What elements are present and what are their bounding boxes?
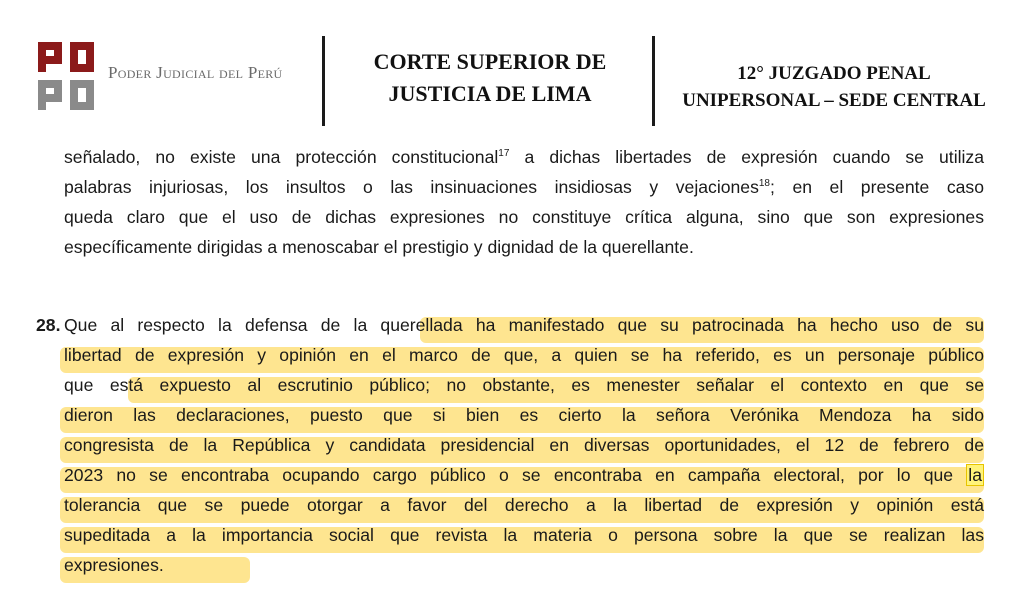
paragraph-line <box>64 491 984 519</box>
line-text: Que al respecto la defensa de la querellada ha manifestado que su patrocinada ha hecho uso de su <box>64 315 984 335</box>
court-title-line: CORTE SUPERIOR DE <box>373 49 607 74</box>
paragraph-line: queda claro que el uso de dichas expresiones no constituye crítica alguna, sino que son expresiones <box>64 207 984 227</box>
line-text: congresista de la República y candidata presidencial en diversas oportunidades, el 12 de febrero de <box>64 435 984 455</box>
paragraph-line <box>64 143 984 171</box>
line-text: libertad de expresión y opinión en el marco de que, a quien se ha referido, es un personaje público <box>64 345 984 365</box>
paragraph-line <box>64 341 984 369</box>
paragraph-28 <box>36 311 984 601</box>
line-text: dieron las declaraciones, puesto que si bien es cierto la señora Verónika Mendoza ha sido <box>64 405 984 425</box>
juzgado-title <box>664 60 1004 114</box>
paragraph-line <box>64 311 984 339</box>
line-text: tolerancia que se puede otorgar a favor del derecho a la libertad de expresión y opinión está <box>64 495 984 515</box>
line-text: ; en el presente caso <box>770 177 984 197</box>
juzgado-title-line: UNIPERSONAL – SEDE CENTRAL <box>682 90 986 111</box>
juzgado-title-line: 12° JUZGADO PENAL <box>737 63 931 84</box>
line-text: palabras injuriosas, los insultos o las insinuaciones insidiosas y vejaciones <box>64 177 759 197</box>
footnote-ref[interactable]: 17 <box>498 148 510 160</box>
paragraph-line <box>64 401 984 429</box>
paragraph-line <box>64 461 984 489</box>
paragraph-line <box>64 431 984 459</box>
line-text: a dichas libertades de expresión cuando se utiliza <box>509 147 985 167</box>
poder-judicial-logo <box>36 40 96 112</box>
header-divider <box>652 36 655 126</box>
line-text: expresiones. <box>64 555 164 575</box>
paragraph-number: 28. <box>36 315 61 335</box>
paragraph-line: específicamente dirigidas a menoscabar el prestigio y dignidad de la querellante. <box>64 237 694 257</box>
page-header <box>0 0 1024 140</box>
line-text: supeditada a la importancia social que revista la materia o persona sobre la que se realizan las <box>64 525 984 545</box>
paragraph-line <box>64 551 984 579</box>
institution-name: Poder Judicial del Perú <box>108 63 283 82</box>
paragraph-line <box>64 173 984 201</box>
court-title <box>340 46 640 110</box>
footnote-ref[interactable]: 18 <box>758 178 770 190</box>
line-text: señalado, no existe una protección constitucional <box>64 147 499 167</box>
paragraph-line <box>64 521 984 549</box>
header-divider <box>322 36 325 126</box>
line-text: 2023 no se encontraba ocupando cargo público o se encontraba en campaña electoral, por lo que <box>64 465 954 485</box>
court-title-line: JUSTICIA DE LIMA <box>388 81 592 106</box>
paragraph-line <box>64 371 984 399</box>
boxed-highlight-word[interactable]: la <box>968 465 982 485</box>
line-text: que está expuesto al escrutinio público; no obstante, es menester señalar el contexto en que se <box>64 375 984 395</box>
